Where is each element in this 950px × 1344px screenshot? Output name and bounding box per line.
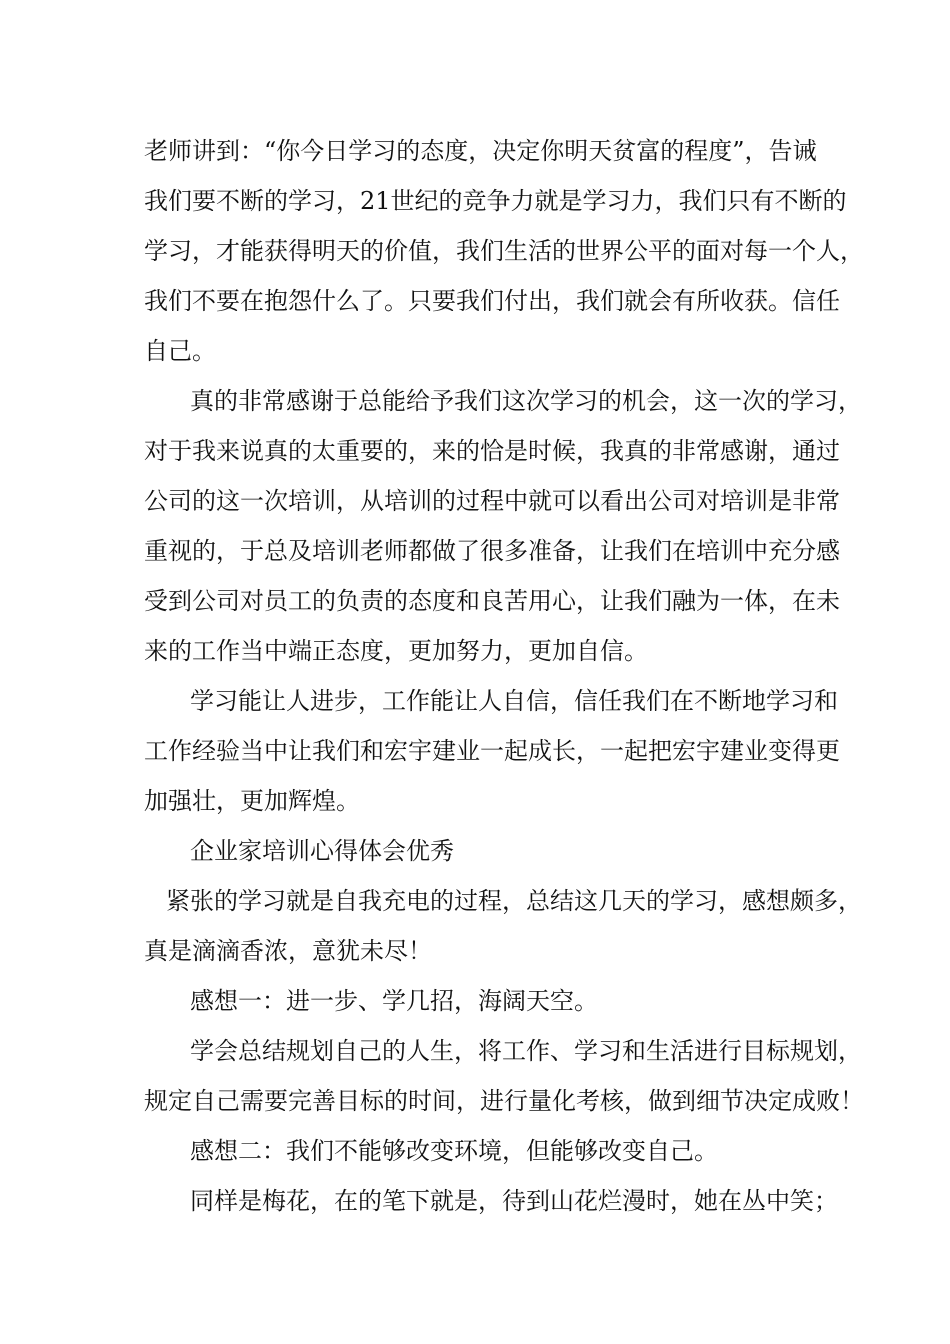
text-line: 感想一：进一步、学几招，海阔天空。 (190, 987, 598, 1015)
text-line: 加强壮，更加辉煌。 (144, 787, 360, 815)
text-line: 对于我来说真的太重要的，来的恰是时候，我真的非常感谢，通过 (144, 437, 840, 465)
text-line: 学习，才能获得明天的价值，我们生活的世界公平的面对每一个人， (144, 237, 864, 265)
text-line: 紧张的学习就是自我充电的过程，总结这几天的学习，感想颇多， (166, 887, 862, 915)
text-line: 同样是梅花，在的笔下就是，待到山花烂漫时，她在丛中笑； (190, 1187, 838, 1215)
text-line: 真的非常感谢于总能给予我们这次学习的机会，这一次的学习， (190, 387, 862, 415)
text-line: 工作经验当中让我们和宏宇建业一起成长，一起把宏宇建业变得更 (144, 737, 840, 765)
text-line: 自己。 (144, 337, 216, 365)
text-line: 受到公司对员工的负责的态度和良苦用心，让我们融为一体，在未 (144, 587, 840, 615)
text-line: 学会总结规划自己的人生，将工作、学习和生活进行目标规划， (190, 1037, 862, 1065)
text-line: 规定自己需要完善目标的时间，进行量化考核，做到细节决定成败！ (144, 1087, 864, 1115)
document-body (144, 126, 864, 1226)
text-line: 我们要不断的学习，21世纪的竞争力就是学习力，我们只有不断的 (144, 187, 847, 215)
text-line: 重视的，于总及培训老师都做了很多准备，让我们在培训中充分感 (144, 537, 840, 565)
text-line: 真是滴滴香浓，意犹未尽！ (144, 937, 432, 965)
text-line: 学习能让人进步，工作能让人自信，信任我们在不断地学习和 (190, 687, 838, 715)
text-line: 感想二：我们不能够改变环境，但能够改变自己。 (190, 1137, 718, 1165)
text-line: 老师讲到：“你今日学习的态度，决定你明天贫富的程度”，告诫 (144, 137, 817, 165)
text-line: 来的工作当中端正态度，更加努力，更加自信。 (144, 637, 648, 665)
text-line: 我们不要在抱怨什么了。只要我们付出，我们就会有所收获。信任 (144, 287, 840, 315)
section-heading: 企业家培训心得体会优秀 (190, 837, 454, 865)
text-line: 公司的这一次培训，从培训的过程中就可以看出公司对培训是非常 (144, 487, 840, 515)
